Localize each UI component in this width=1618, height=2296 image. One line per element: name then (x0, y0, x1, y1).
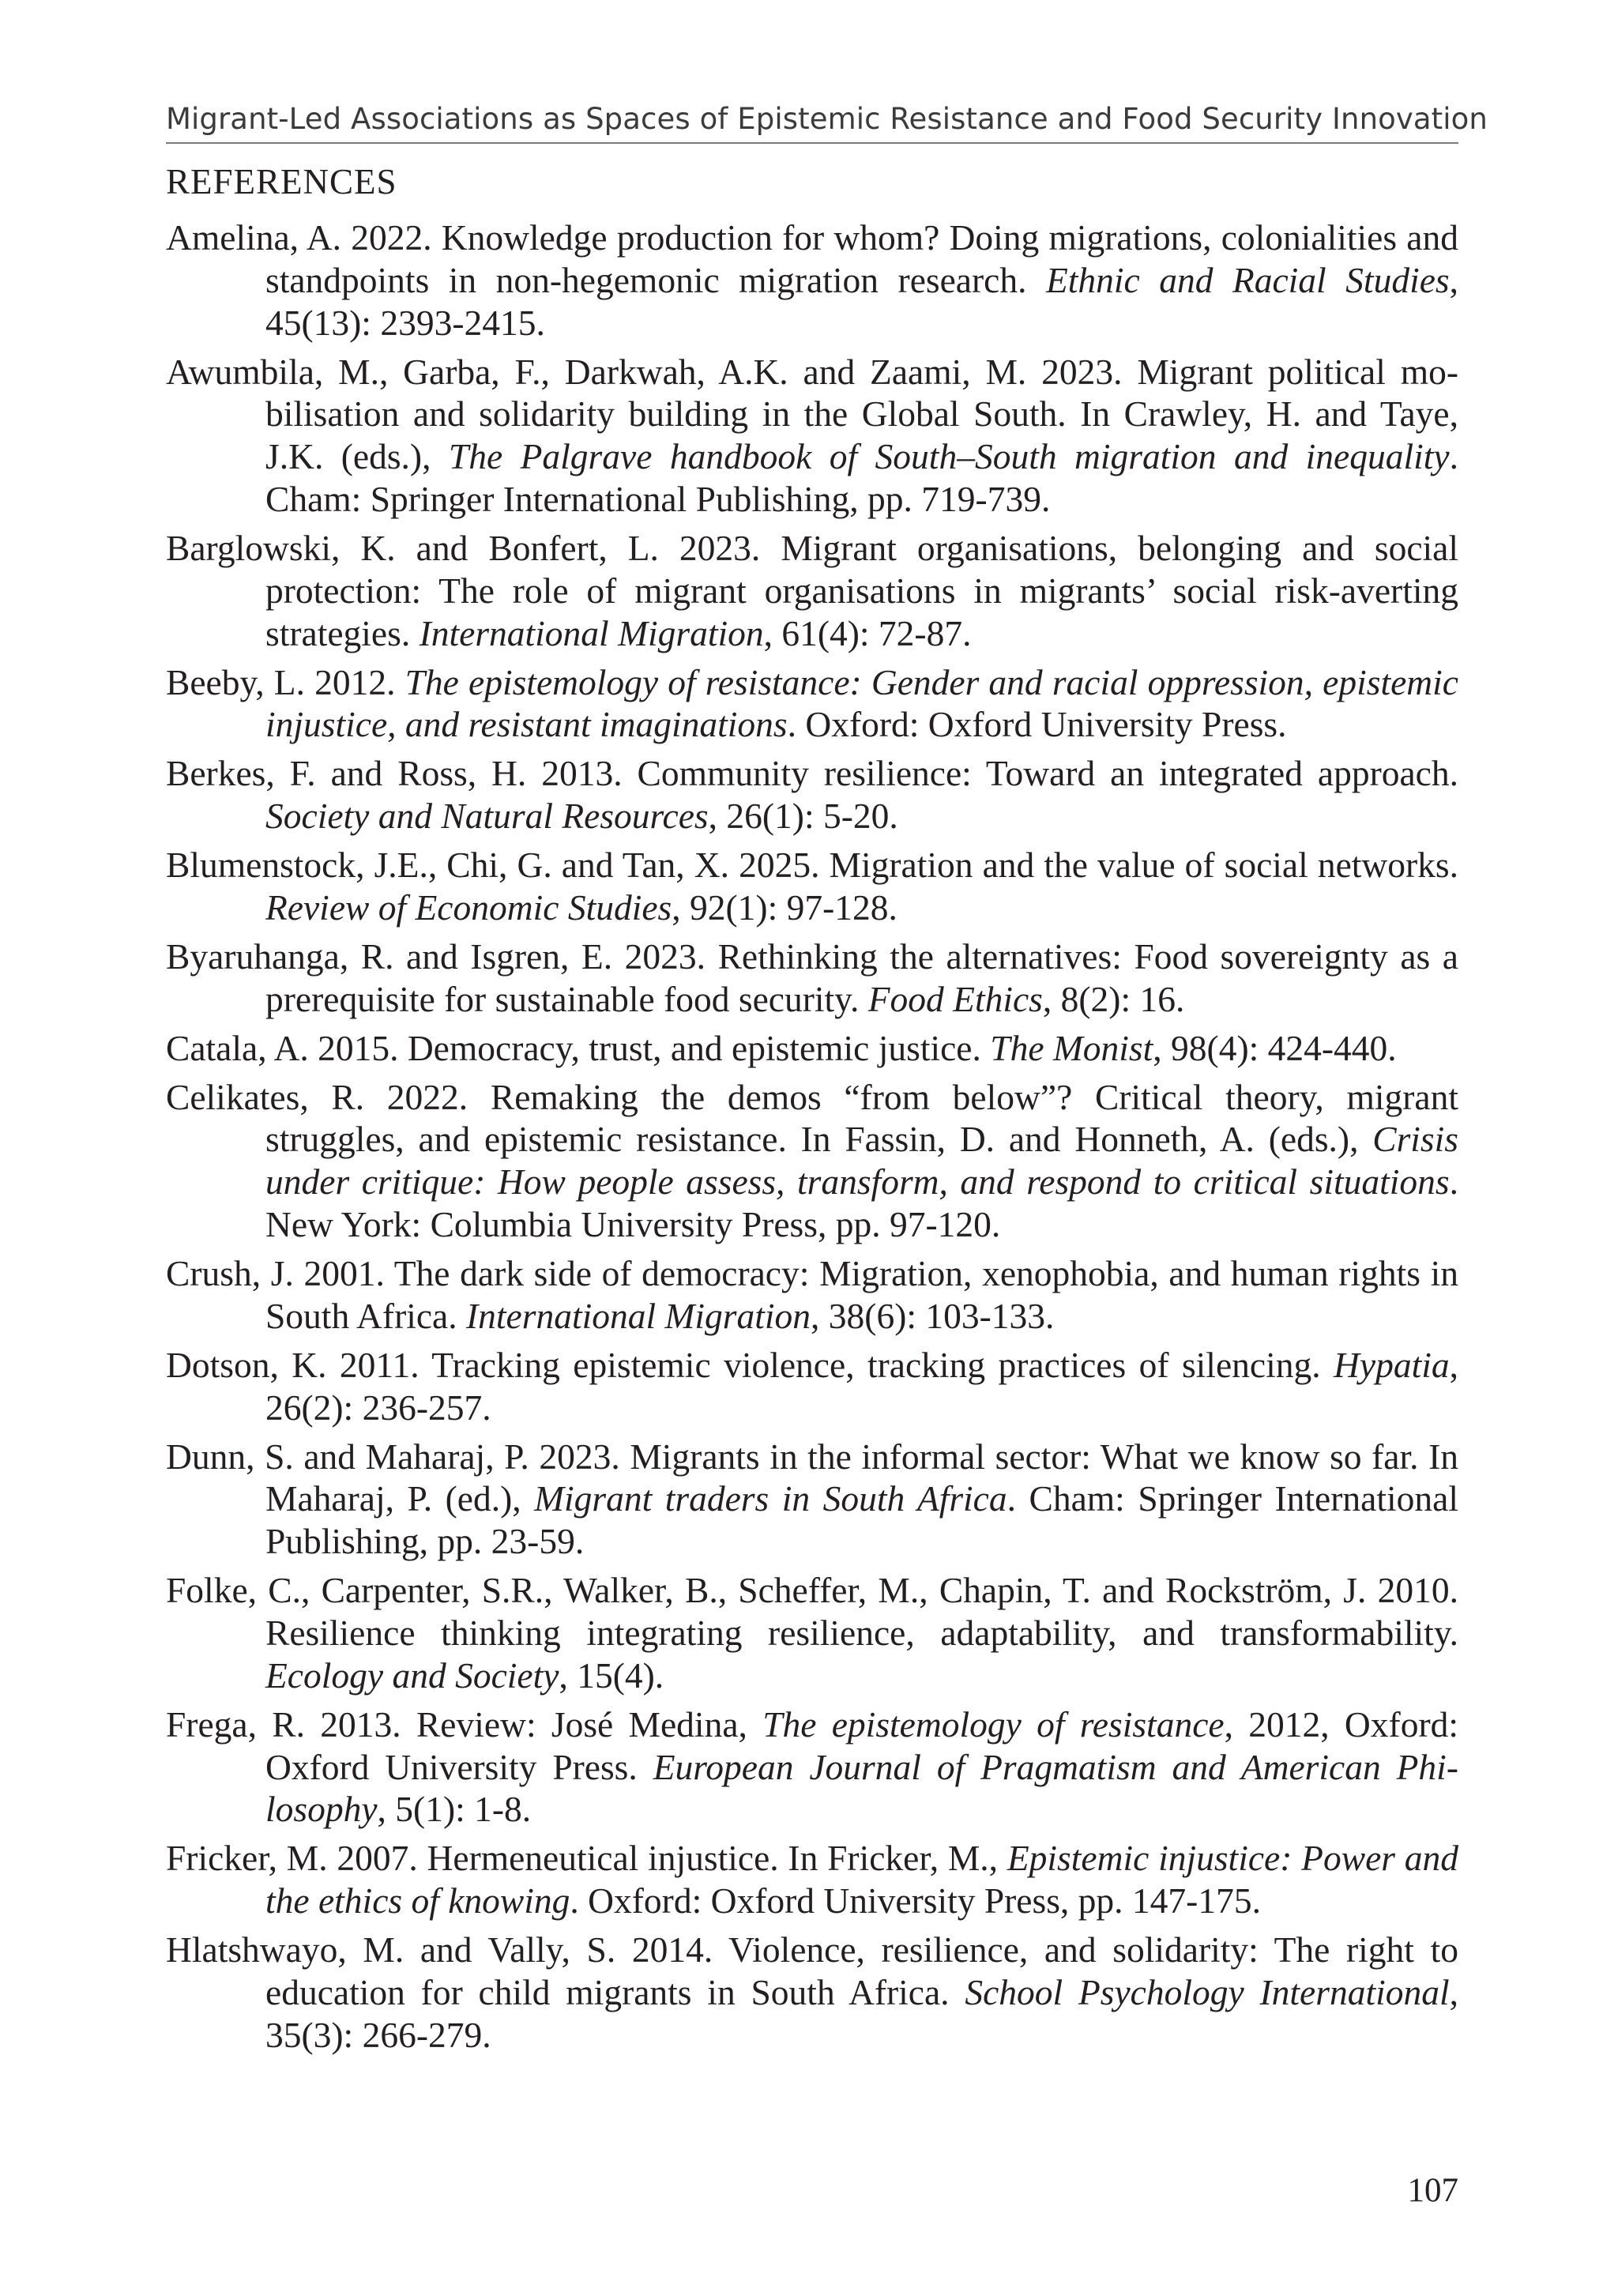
reference-entry: Dotson, K. 2011. Tracking epistemic violence, tracking practices of silencing. Hypatia, 26(2): 236-257. (166, 1344, 1458, 1428)
reference-list (166, 216, 1458, 2063)
reference-entry: Folke, C., Carpenter, S.R., Walker, B., Scheffer, M., Chapin, T. and Rockström, J. 2010. Resilience thinking integrating resilience, adaptability, and transformability. Ecology and Society, 15(4). (166, 1570, 1458, 1696)
reference-entry: Blumenstock, J.E., Chi, G. and Tan, X. 2025. Migration and the value of social networks. Review of Economic Studies, 92(1): 97-128. (166, 845, 1458, 928)
reference-entry: Catala, A. 2015. Democracy, trust, and epistemic justice. The Monist, 98(4): 424-440. (166, 1027, 1397, 1068)
reference-entry: Celikates, R. 2022. Remaking the demos “from below”? Critical theory, migrant struggles, and epistemic resistance. In Fassin, D. and Honneth, A. (eds.), Crisis under critique: How people assess, transform, and respond to critical situations. New York: Columbia University Press, pp. 97-120. (166, 1076, 1458, 1245)
running-header: Migrant-Led Associations as Spaces of Epistemic Resistance and Food Security Innovation (166, 102, 1488, 136)
reference-entry: Frega, R. 2013. Review: José Medina, The epistemology of resistance, 2012, Oxford: Oxford University Press. European Journal of Pragmatism and American Philosophy, 5(1): 1-8. (166, 1703, 1458, 1830)
reference-entry: Awumbila, M., Garba, F., Darkwah, A.K. and Zaami, M. 2023. Migrant political mobilisation and solidarity building in the Global South. In Crawley, H. and Taye, J.K. (eds.), The Palgrave handbook of South–South migration and inequality. Cham: Springer International Publishing, pp. 719-739. (166, 351, 1458, 519)
reference-entry: Crush, J. 2001. The dark side of democracy: Migration, xenophobia, and human rights in South Africa. International Migration, 38(6): 103-133. (166, 1253, 1458, 1336)
reference-entry: Byaruhanga, R. and Isgren, E. 2023. Rethinking the alternatives: Food sovereignty as a prerequisite for sustainable food security. Food Ethics, 8(2): 16. (166, 935, 1458, 1019)
page-number: 107 (1407, 2172, 1458, 2209)
section-heading: REFERENCES (166, 162, 397, 201)
reference-entry: Hlatshwayo, M. and Vally, S. 2014. Violence, resilience, and solidarity: The right to education for child migrants in South Africa. School Psychology International, 35(3): 266-279. (166, 1929, 1458, 2055)
reference-entry: Amelina, A. 2022. Knowledge production for whom? Doing migrations, colonialities and standpoints in non-hegemonic migration research. Ethnic and Racial Studies, 45(13): 2393-2415. (166, 217, 1458, 343)
reference-entry: Fricker, M. 2007. Hermeneutical injustice. In Fricker, M., Epistemic injustice: Power and the ethics of knowing. Oxford: Oxford University Press, pp. 147-175. (166, 1838, 1459, 1921)
reference-entry: Barglowski, K. and Bonfert, L. 2023. Migrant organisations, belonging and social protection: The role of migrant organisations in migrants’ social risk-averting strategies. International Migration, 61(4): 72-87. (166, 527, 1458, 653)
reference-entry: Berkes, F. and Ross, H. 2013. Community resilience: Toward an integrated approach. Society and Natural Resources, 26(1): 5-20. (166, 753, 1458, 837)
header-rule (166, 142, 1458, 144)
reference-entry: Beeby, L. 2012. The epistemology of resistance: Gender and racial oppression, epistemic injustice, and resistant imaginations. Oxford: Oxford University Press. (166, 661, 1459, 745)
reference-entry: Dunn, S. and Maharaj, P. 2023. Migrants in the informal sector: What we know so far. In Maharaj, P. (ed.), Migrant traders in South Africa. Cham: Springer International Publishing, pp. 23-59. (166, 1436, 1458, 1562)
